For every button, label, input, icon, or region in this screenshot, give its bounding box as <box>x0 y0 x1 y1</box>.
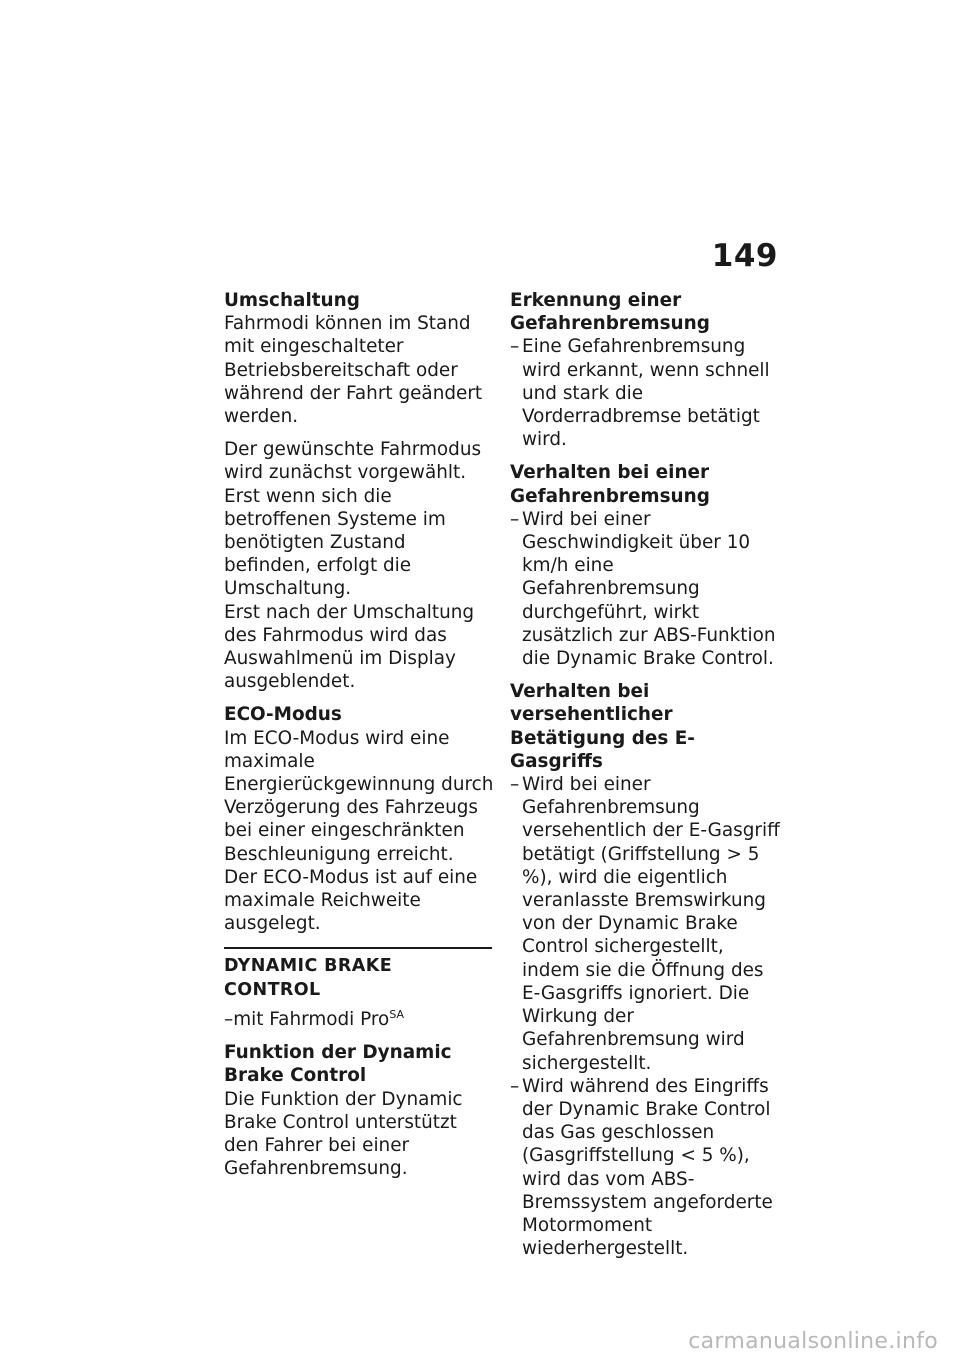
heading-versehentlich: Verhalten bei versehentlicher Betätigung des E-Gasgriffs <box>510 681 695 772</box>
section-divider <box>224 947 492 949</box>
heading-verhalten: Verhalten bei einer Gefahrenbremsung <box>510 462 710 507</box>
availability-note <box>224 1008 494 1031</box>
section-title-dbc: DYNAMIC BRAKE CONTROL <box>224 956 393 1000</box>
list-item-text: Wird bei einer Gefahrenbremsung versehentlich der E-Gasgriff betätigt (Griffstellung > 5 %), wird die eigentlich veranlasste Bremswirkung von der Dynamic Brake Control sichergestellt, indem sie die Öffnung des E-Gasgriffs ignoriert. Die Wirkung der Gefahrenbremsung wird sichergestellt. <box>522 774 780 1074</box>
section-versehentlich <box>510 680 784 1260</box>
page-number: 149 <box>711 238 778 274</box>
left-column <box>224 289 494 1190</box>
paragraph: Der gewünschte Fahrmodus wird zunächst vorgewählt. Erst wenn sich die betroffenen Systeme im benötigten Zustand befinden, erfolgt die Umschaltung. <box>224 439 482 600</box>
list-item <box>510 335 784 451</box>
special-equipment-marker: SA <box>389 1007 405 1021</box>
heading-funktion-dbc: Funktion der Dynamic Brake Control <box>224 1042 452 1087</box>
heading-eco-modus: ECO-Modus <box>224 704 342 726</box>
availability-note-text: mit Fahrmodi Pro <box>233 1008 390 1030</box>
list-item-text: Wird bei einer Geschwindigkeit über 10 km/h eine Gefahrenbremsung durchgeführt, wirkt zusätzlich zur ABS-Funktion die Dynamic Brake Control. <box>522 508 776 670</box>
list-item-text: Wird während des Eingriffs der Dynamic Brake Control das Gas geschlossen (Gasgriffstellung < 5 %), wird das vom ABS-Bremssystem angeforderte Motormoment wiederhergestellt. <box>522 1075 773 1260</box>
list-item <box>510 508 784 670</box>
heading-umschaltung: Umschaltung <box>224 290 360 311</box>
list-item <box>510 1075 784 1261</box>
watermark: carmanualsonline.info <box>688 1329 938 1354</box>
dash: – <box>510 336 520 358</box>
dash: – <box>510 508 520 530</box>
paragraph: Die Funktion der Dynamic Brake Control unterstützt den Fahrer bei einer Gefahrenbremsung. <box>224 1088 463 1180</box>
paragraph: Der ECO-Modus ist auf eine maximale Reichweite ausgelegt. <box>224 866 478 935</box>
list-item-text: Eine Gefahrenbremsung wird erkannt, wenn schnell und stark die Vorderradbremse betätigt wird. <box>522 336 770 451</box>
section-umschaltung <box>224 289 494 693</box>
dash: – <box>510 1075 520 1097</box>
section-verhalten <box>510 461 784 670</box>
dash: – <box>224 1008 234 1030</box>
dash: – <box>510 774 520 796</box>
list-item <box>510 773 784 1075</box>
section-eco-modus <box>224 703 494 935</box>
paragraph: Erst nach der Umschaltung des Fahrmodus wird das Auswahlmenü im Display ausgeblendet. <box>224 601 475 693</box>
right-column <box>510 289 784 1270</box>
paragraph: Fahrmodi können im Stand mit eingeschalteter Betriebsbereitschaft oder während der Fahrt geändert werden. <box>224 313 483 428</box>
paragraph: Im ECO-Modus wird eine maximale Energierückgewinnung durch Verzögerung des Fahrzeugs bei einer eingeschränkten Beschleunigung erreicht. <box>224 727 494 865</box>
section-erkennung <box>510 289 784 451</box>
heading-erkennung: Erkennung einer Gefahrenbremsung <box>510 290 710 335</box>
